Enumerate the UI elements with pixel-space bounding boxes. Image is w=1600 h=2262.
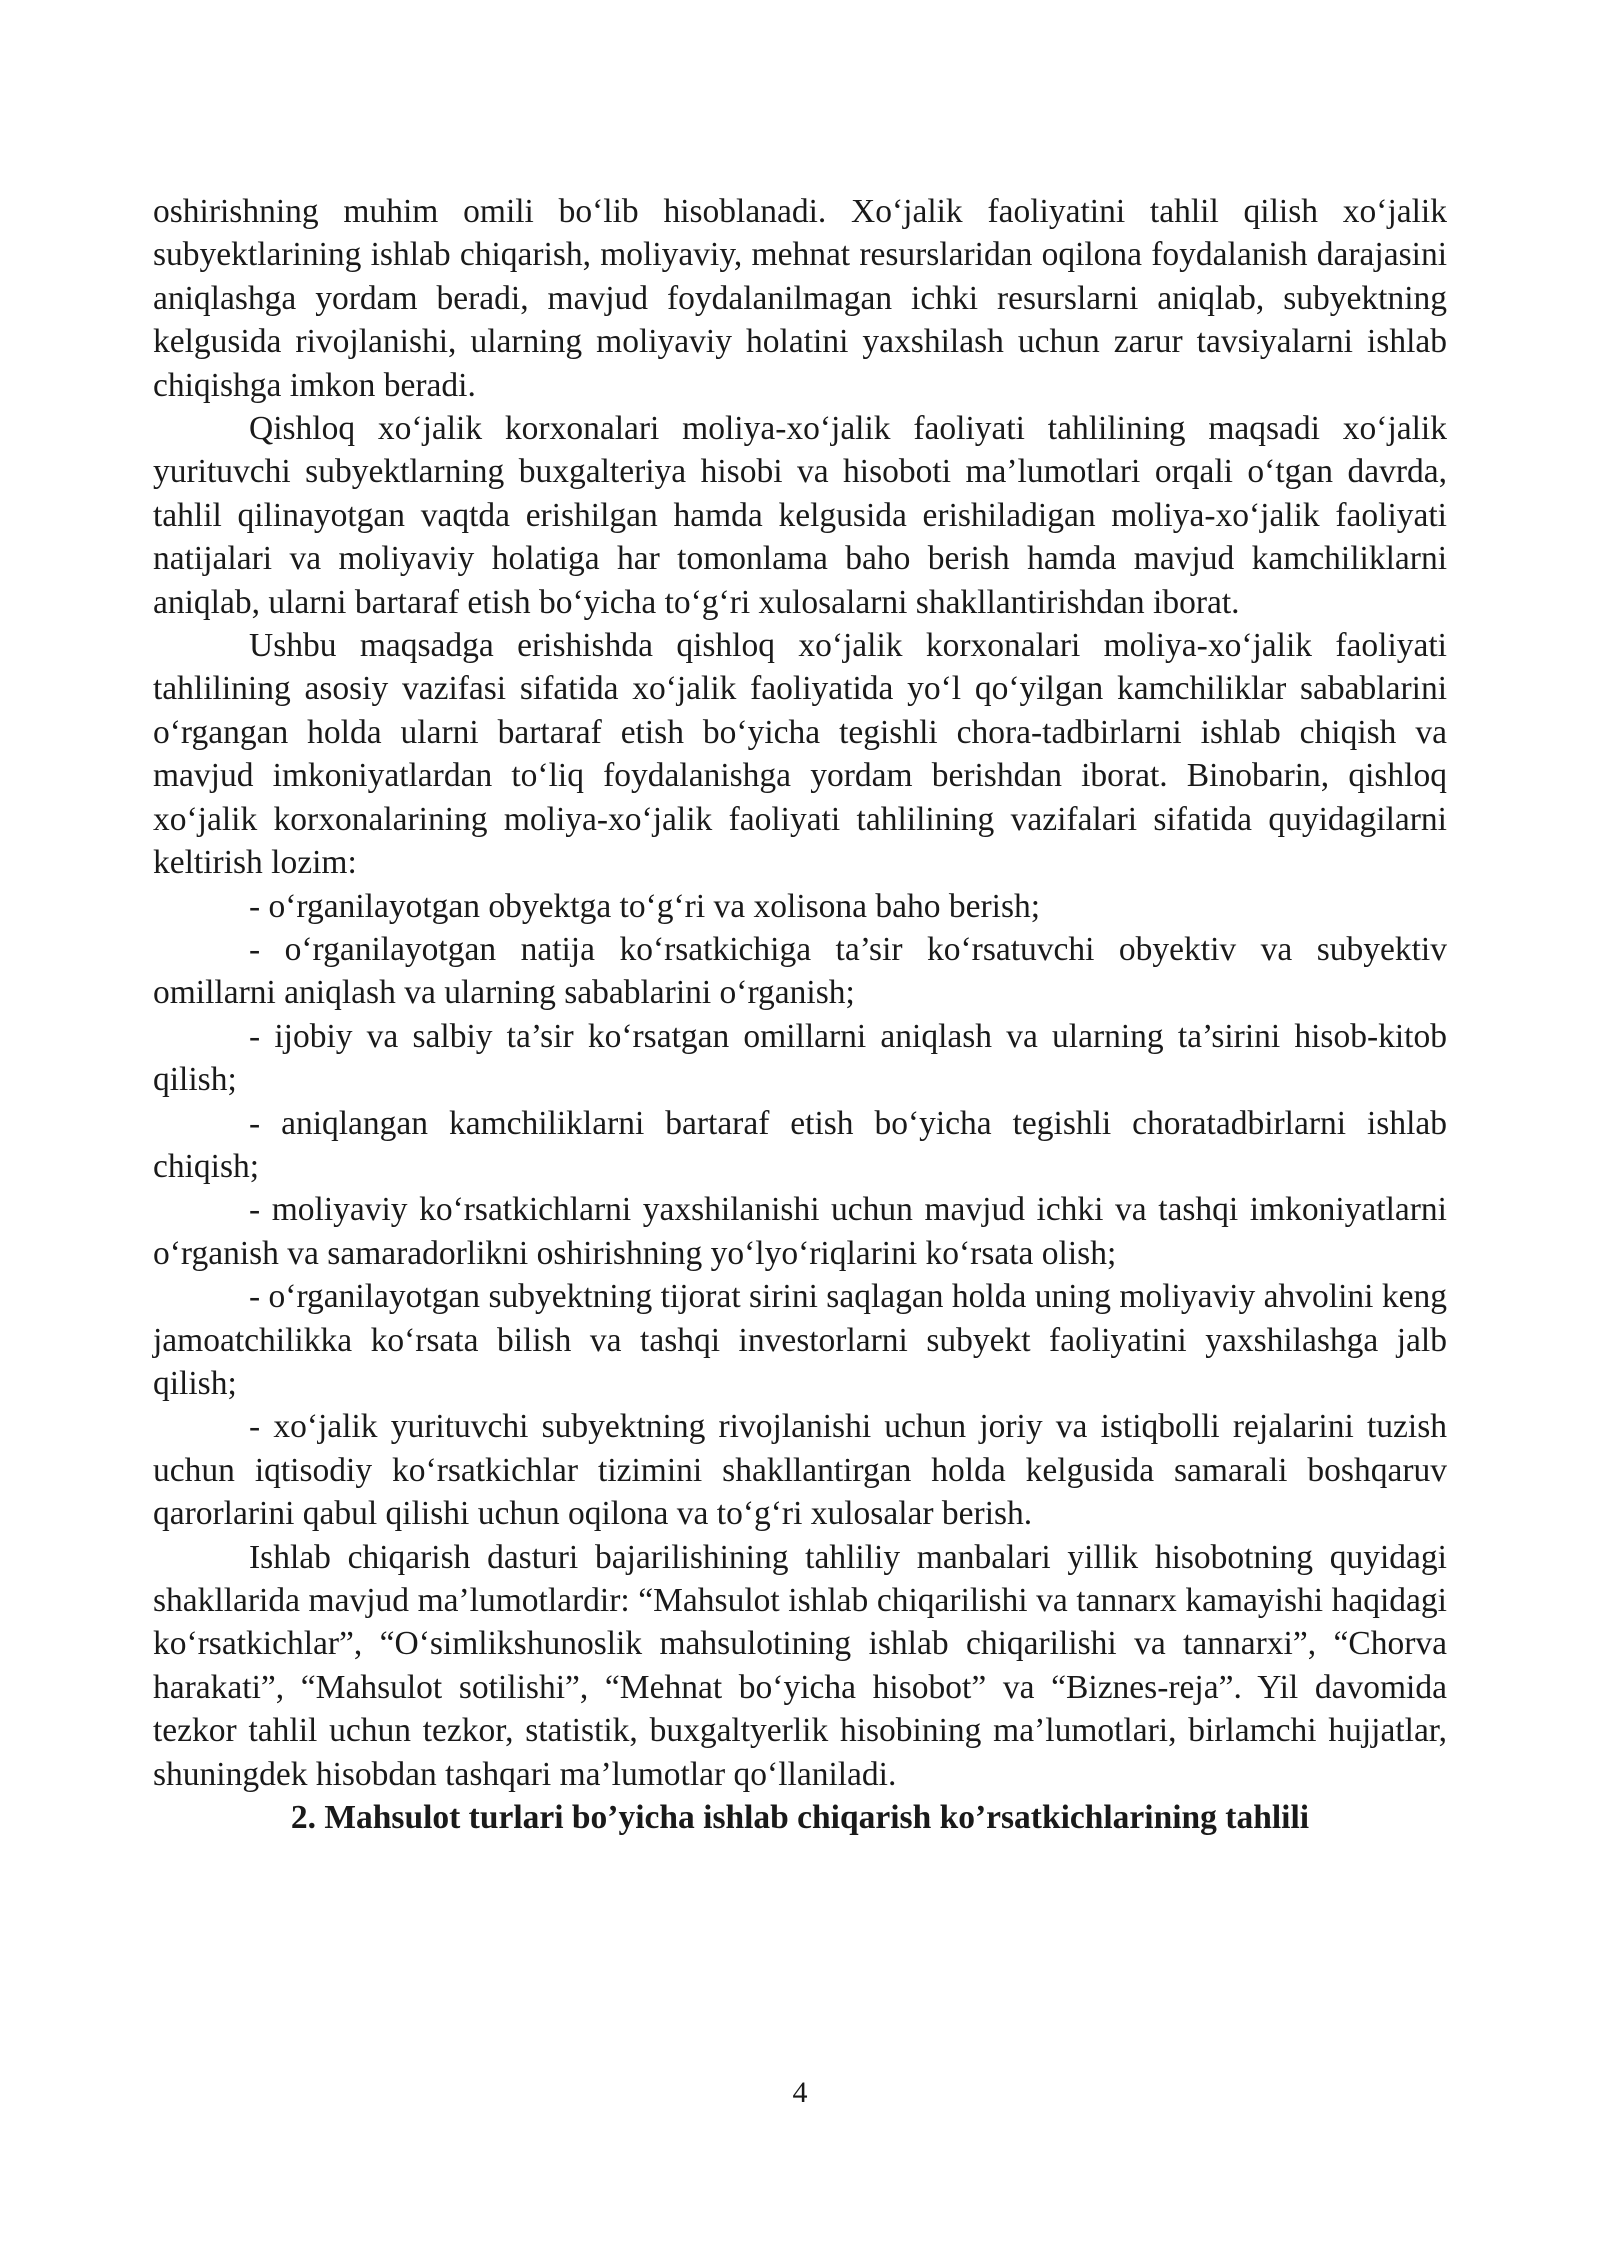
list-item: - moliyaviy ko‘rsatkichlarni yaxshilanishi uchun mavjud ichki va tashqi imkoniyatlarni o‘rganish va samaradorlikni oshirishning yo‘lyo‘riqlarini ko‘rsata olish; [153,1191,1447,1272]
list-item: - o‘rganilayotgan natija ko‘rsatkichiga ta’sir ko‘rsatuvchi obyektiv va subyektiv omillarni aniqlash va ularning sabablarini o‘rganish; [153,930,1447,1012]
page-number: 4 [792,2076,808,2109]
paragraph-intro: oshirishning muhim omili bo‘lib hisoblanadi. Xo‘jalik faoliyatini tahlil qilish xo‘jalik subyektlarining ishlab chiqarish, moliyaviy, mehnat resurslaridan oqilona foydalanish darajasini aniqlashga yordam beradi, mavjud foydalanilmagan ichki resurslarni aniqlab, subyektning kelgusida rivojlanishi, ularning moliyaviy holatini yaxshilash uchun zarur tavsiyalarni ishlab chiqishga imkon beradi. [153,193,1447,404]
paragraph-goal: Qishloq xo‘jalik korxonalari moliya-xo‘jalik faoliyati tahlilining maqsadi xo‘jalik yurituvchi subyektlarning buxgalteriya hisobi va hisoboti ma’lumotlari orqali o‘tgan davrda, tahlil qilinayotgan vaqtda erishilgan hamda kelgusida erishiladigan moliya-xo‘jalik faoliyati natijalari va moliyaviy holatiga har tomonlama baho berish hamda mavjud kamchiliklarni aniqlab, ularni bartaraf etish bo‘yicha to‘g‘ri xulosalarni shakllantirishdan iborat. [153,410,1447,621]
list-item: - xo‘jalik yurituvchi subyektning rivojlanishi uchun joriy va istiqbolli rejalarini tuzish uchun iqtisodiy ko‘rsatkichlar tizimini shakllantirgan holda kelgusida samarali boshqaruv qarorlarini qabul qilishi uchun oqilona va to‘g‘ri xulosalar berish. [153,1408,1447,1533]
list-item: - aniqlangan kamchiliklarni bartaraf etish bo‘yicha tegishli choratadbirlarni ishlab chiqish; [153,1104,1447,1185]
list-item: - o‘rganilayotgan obyektga to‘g‘ri va xolisona baho berish; [249,887,1041,925]
list-item: - ijobiy va salbiy ta’sir ko‘rsatgan omillarni aniqlash va ularning ta’sirini hisob-kitob qilish; [153,1017,1447,1099]
paragraph-tasks: Ushbu maqsadga erishishda qishloq xo‘jalik korxonalari moliya-xo‘jalik faoliyati tahlilining asosiy vazifasi sifatida xo‘jalik faoliyatida yo‘l qo‘yilgan kamchiliklar sabablarini o‘rgangan holda ularni bartaraf etish bo‘yicha tegishli chora-tadbirlarni ishlab chiqish va mavjud imkoniyatlardan to‘liq foydalanishga yordam berishdan iborat. Binobarin, qishloq xo‘jalik korxonalarining moliya-xo‘jalik faoliyati tahlilining vazifalari sifatida quyidagilarni keltirish lozim: [153,627,1447,882]
section-heading: 2. Mahsulot turlari bo’yicha ishlab chiqarish ko’rsatkichlarining tahlili [290,1799,1310,1837]
paragraph-sources: Ishlab chiqarish dasturi bajarilishining tahliliy manbalari yillik hisobotning quyidagi shakllarida mavjud ma’lumotlardir: “Mahsulot ishlab chiqarilishi va tannarx kamayishi haqidagi ko‘rsatkichlar”, “O‘simlikshunoslik mahsulotining ishlab chiqarilishi va tannarxi”, “Chorva harakati”, “Mahsulot sotilishi”, “Mehnat bo‘yicha hisobot” va “Biznes-reja”. Yil davomida tezkor tahlil uchun tezkor, statistik, buxgaltyerlik hisobining ma’lumotlari, birlamchi hujjatlar, shuningdek hisobdan tashqari ma’lumotlar qo‘llaniladi. [153,1538,1447,1793]
list-item: - o‘rganilayotgan subyektning tijorat sirini saqlagan holda uning moliyaviy ahvolini keng jamoatchilikka ko‘rsata bilish va tashqi investorlarni subyekt faoliyatini yaxshilashga jalb qilish; [153,1278,1447,1402]
page-body [153,190,1447,1839]
